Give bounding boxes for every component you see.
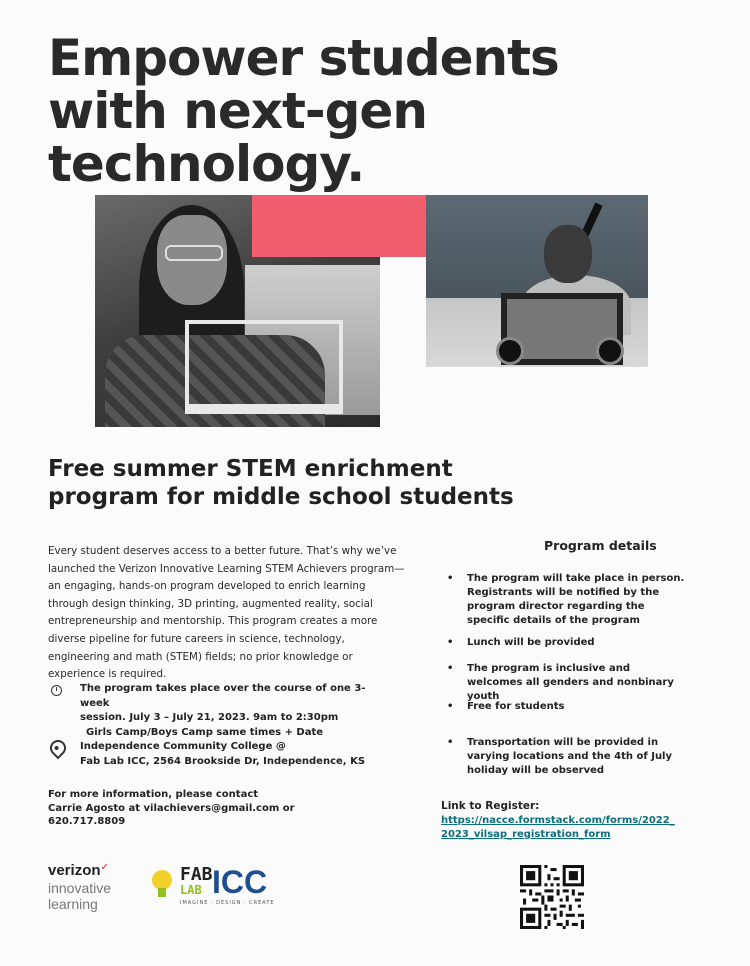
register-label: Link to Register: [441,800,540,812]
location-line-2: Fab Lab ICC, 2564 Brookside Dr, Independence, KS [80,755,366,767]
headline-line-2: with next-gen [48,82,427,140]
clock-icon [51,685,62,696]
bullet-icon: • [447,663,454,674]
headline-line-1: Empower students [48,29,559,87]
schedule-line-2: session. July 3 – July 21, 2023. 9am to 2:30pm [80,712,339,723]
subheading-line-2: program for middle school students [48,484,514,510]
subheading-line-1: Free summer STEM enrichment [48,456,453,482]
contact-line-2: Carrie Agosto at vilachievers@gmail.com or 620.717.8809 [48,802,295,827]
schedule-line-1: The program takes place over the course of one 3-week [80,683,366,709]
headline [48,29,668,193]
checkmark-icon: ✓ [100,862,109,873]
bullet-icon: • [447,701,454,712]
bullet-icon: • [447,573,454,584]
location-pin-icon [47,737,70,760]
qr-code-icon[interactable] [520,865,584,929]
contact-line-1: For more information, please contact [48,789,259,800]
schedule-info [48,682,378,738]
bullet-icon: • [447,737,454,748]
schedule-line-3: Girls Camp/Boys Camp same times + Date [86,726,324,738]
bullet-icon: • [447,637,454,648]
fab-lab-icc-logo: FAB LAB ICC IMAGINE · DESIGN · CREATE [150,864,265,910]
subheading [48,455,528,511]
intro-paragraph: Every student deserves access to a better future. That’s why we’ve launched the Verizon Innovative Learning STEM Achievers program—an engaging, hands-on program developed to enrich learning through design thinking, 3D printing, augmented reality, social entrepreneurship and mentorship. This program creates a more diverse pipeline for future careers in science, technology, engineering and math (STEM) fields; no prior knowledge or experience is required. [48,545,405,681]
verizon-innovative-learning-logo: verizon✓ innovative learning [48,862,112,912]
registration-link[interactable]: https://nacce.formstack.com/forms/2022_2023_vilsap_registration_form [441,815,675,840]
program-details-title: Program details [544,538,657,553]
location-info [48,740,378,772]
lightbulb-icon [152,870,172,890]
contact-info [48,788,368,829]
location-line-1: Independence Community College @ [80,741,286,752]
headline-line-3: technology. [48,135,365,193]
student-robotics-photo [426,195,648,367]
